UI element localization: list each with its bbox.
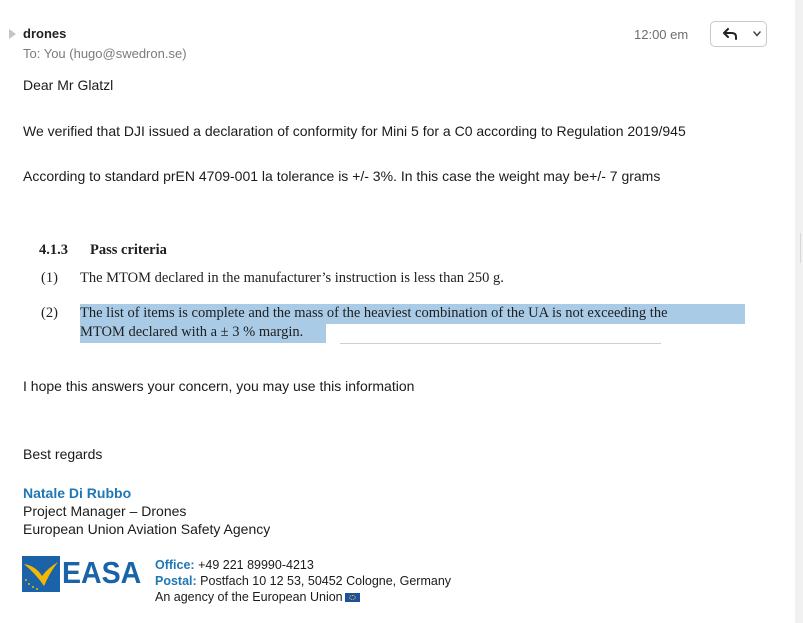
body-paragraph-2: According to standard prEN 4709-001 la tolerance is +/- 3%. In this case the weight may be+/- 7 grams bbox=[23, 168, 661, 184]
signature-agency: European Union Aviation Safety Agency bbox=[23, 521, 271, 537]
easa-logo-icon bbox=[22, 556, 60, 592]
expand-triangle-icon[interactable] bbox=[9, 29, 16, 39]
criteria-item-number: (2) bbox=[41, 305, 58, 321]
office-contact bbox=[155, 558, 314, 572]
window-gutter bbox=[795, 0, 803, 623]
regards: Best regards bbox=[23, 446, 103, 462]
reply-arrow-icon[interactable] bbox=[723, 28, 737, 40]
divider bbox=[340, 343, 661, 344]
sender-name[interactable]: drones bbox=[23, 26, 67, 41]
signature-role: Project Manager – Drones bbox=[23, 503, 187, 519]
criteria-item-text[interactable]: MTOM declared with a ± 3 % margin. bbox=[80, 324, 304, 340]
message-time: 12:00 em bbox=[634, 27, 689, 42]
postal-contact bbox=[155, 574, 451, 588]
office-label: Office: bbox=[155, 558, 195, 572]
recipient-line: To: You (hugo@swedron.se) bbox=[23, 46, 187, 61]
criteria-item-text: The MTOM declared in the manufacturer’s instruction is less than 250 g. bbox=[80, 270, 504, 286]
body-paragraph-1: We verified that DJI issued a declaration of conformity for Mini 5 for a C0 according to Regulation 2019/945 bbox=[23, 123, 686, 139]
signature-name: Natale Di Rubbo bbox=[23, 485, 132, 501]
criteria-item-number: (1) bbox=[41, 270, 58, 286]
greeting: Dear Mr Glatzl bbox=[23, 77, 114, 93]
postal-label: Postal: bbox=[155, 574, 197, 588]
eu-agency-text: An agency of the European Union bbox=[155, 590, 343, 604]
easa-logo-text: EASA bbox=[62, 555, 142, 590]
section-title: Pass criteria bbox=[90, 242, 167, 258]
office-phone[interactable]: +49 221 89990-4213 bbox=[194, 558, 314, 572]
eu-agency-line bbox=[155, 590, 360, 604]
closing-line: I hope this answers your concern, you may use this information bbox=[23, 378, 415, 394]
reply-button[interactable] bbox=[710, 21, 767, 47]
postal-address: Postfach 10 12 53, 50452 Cologne, Germany bbox=[196, 574, 452, 588]
section-number: 4.1.3 bbox=[39, 242, 68, 258]
criteria-item-text[interactable]: The list of items is complete and the mass of the heaviest combination of the UA is not exceeding the bbox=[80, 305, 668, 321]
chevron-down-icon[interactable] bbox=[753, 31, 761, 37]
eu-flag-icon bbox=[345, 593, 360, 602]
